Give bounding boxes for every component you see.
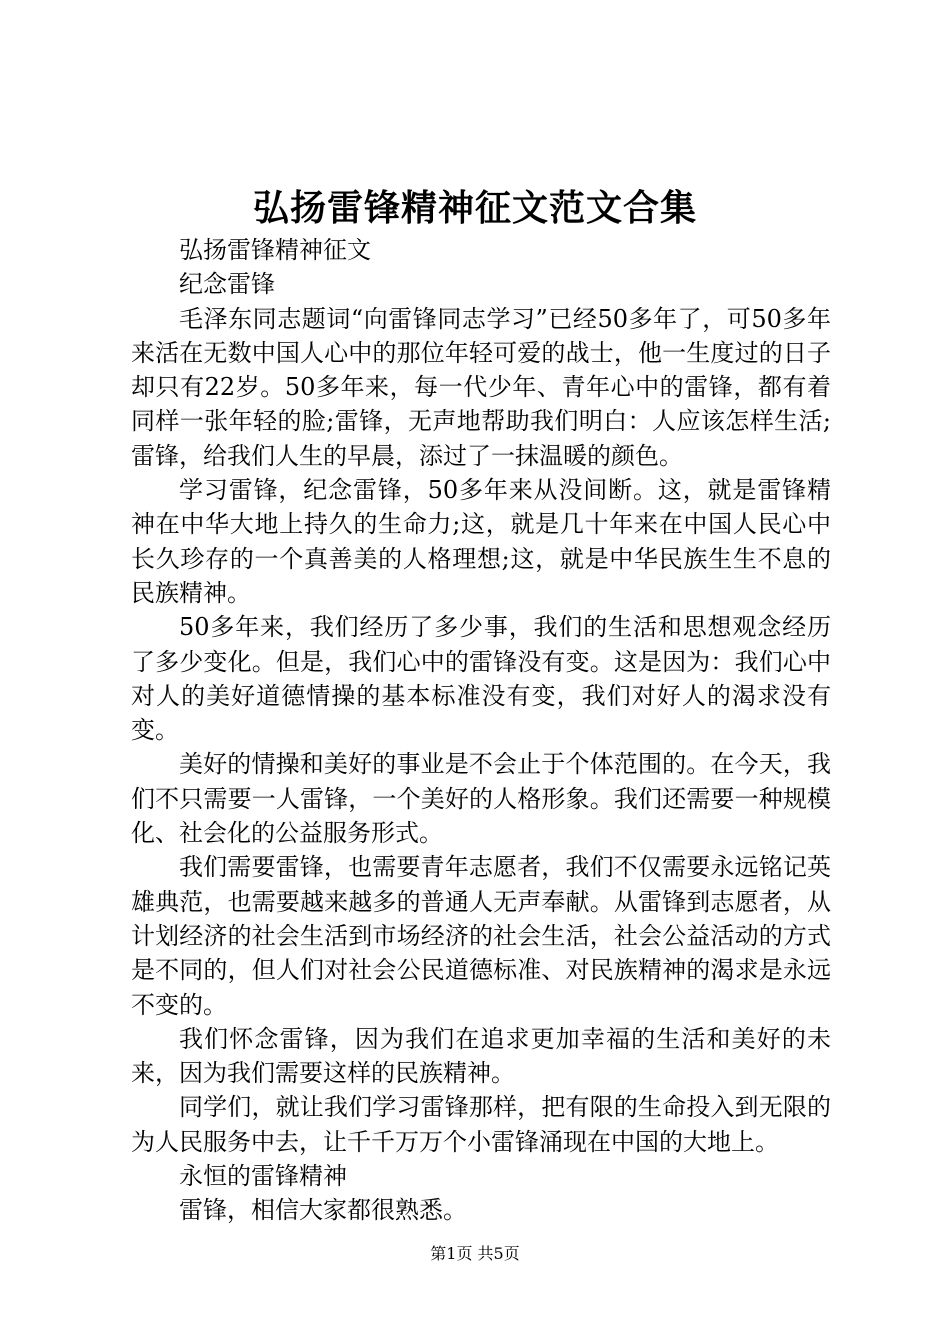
document-title: 弘扬雷锋精神征文范文合集 — [252, 187, 697, 229]
paragraph: 我们怀念雷锋，因为我们在追求更加幸福的生活和美好的未来，因为我们需要这样的民族精神。 — [131, 1024, 831, 1088]
page-footer: 第1页 共5页 — [430, 1244, 520, 1263]
paragraph: 学习雷锋，纪念雷锋，50多年来从没间断。这，就是雷锋精神在中华大地上持久的生命力;这，就是几十年来在中国人民心中长久珍存的一个真善美的人格理想;这，就是中华民族生生不息的民族精神。 — [131, 476, 831, 607]
paragraph: 美好的情操和美好的事业是不会止于个体范围的。在今天，我们不只需要一人雷锋，一个美好的人格形象。我们还需要一种规模化、社会化的公益服务形式。 — [131, 750, 831, 848]
paragraph: 同学们，就让我们学习雷锋那样，把有限的生命投入到无限的为人民服务中去，让千千万万个小雷锋涌现在中国的大地上。 — [131, 1093, 831, 1156]
paragraph: 雷锋，相信大家都很熟悉。 — [179, 1196, 467, 1225]
paragraph-section-heading: 纪念雷锋 — [179, 270, 275, 299]
paragraph-subtitle: 弘扬雷锋精神征文 — [179, 236, 371, 264]
paragraph: 毛泽东同志题词“向雷锋同志学习”已经50多年了，可50多年来活在无数中国人心中的那位年轻可爱的战士，他一生度过的日子却只有22岁。50多年来，每一代少年、青年心中的雷锋，都有着同样一张年轻的脸;雷锋，无声地帮助我们明白：人应该怎样生活;雷锋，给我们人生的早晨，添过了一抹温暖的颜色。 — [131, 304, 831, 470]
paragraph: 50多年来，我们经历了多少事，我们的生活和思想观念经历了多少变化。但是，我们心中的雷锋没有变。这是因为：我们心中对人的美好道德情操的基本标准没有变，我们对好人的渴求没有变。 — [131, 613, 831, 745]
document-body — [131, 233, 831, 1228]
paragraph-section-heading: 永恒的雷锋精神 — [179, 1162, 347, 1191]
paragraph: 我们需要雷锋，也需要青年志愿者，我们不仅需要永远铭记英雄典范，也需要越来越多的普通人无声奉献。从雷锋到志愿者，从计划经济的社会生活到市场经济的社会生活，社会公益活动的方式是不同的，但人们对社会公民道德标准、对民族精神的渴求是永远不变的。 — [131, 853, 831, 1019]
